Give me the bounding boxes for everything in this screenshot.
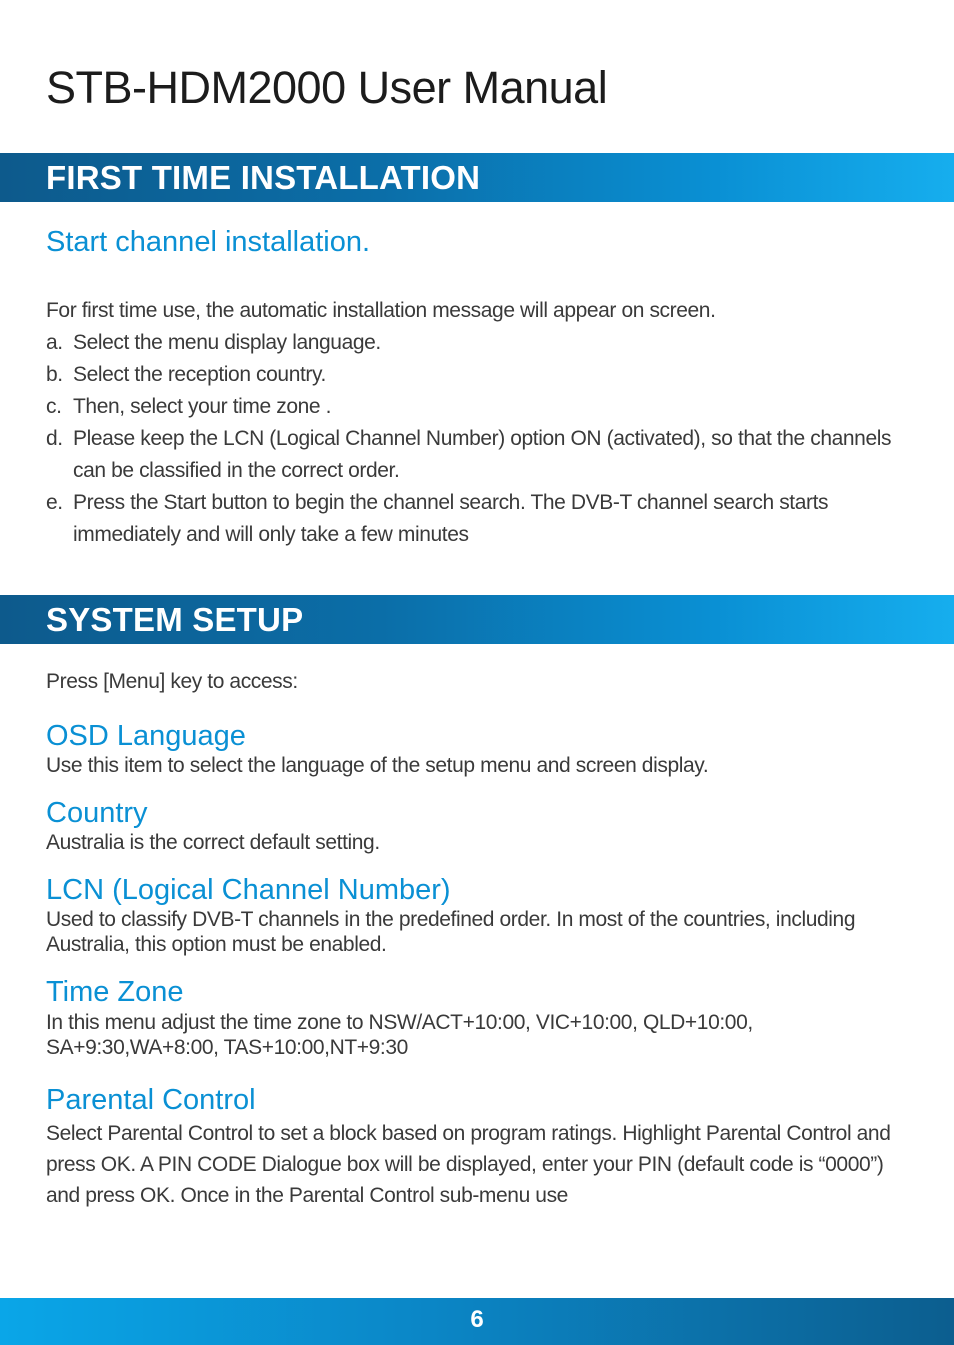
- page-number: 6: [470, 1306, 484, 1333]
- list-marker: b.: [46, 363, 63, 386]
- list-text: Then, select your time zone .: [73, 395, 332, 418]
- setting-title-time-zone: Time Zone: [46, 976, 184, 1008]
- list-text: Select the reception country.: [73, 363, 326, 386]
- list-item: [46, 423, 916, 487]
- section-heading: FIRST TIME INSTALLATION: [46, 159, 481, 196]
- setting-description: Australia is the correct default setting.: [46, 831, 380, 854]
- list-text: Please keep the LCN (Logical Channel Number) option ON (activated), so that the channels can be classified in the correct order.: [73, 427, 892, 482]
- system-setup-intro: Press [Menu] key to access:: [46, 670, 298, 693]
- installation-intro: For first time use, the automatic installation message will appear on screen.: [46, 299, 716, 322]
- list-text: Press the Start button to begin the channel search. The DVB-T channel search starts immediately and will only take a few minutes: [73, 491, 829, 546]
- list-item: [46, 391, 916, 423]
- subheading-start-channel-installation: Start channel installation.: [46, 226, 371, 258]
- list-marker: a.: [46, 331, 63, 354]
- page-footer: [0, 1298, 954, 1345]
- setting-description: Select Parental Control to set a block based on program ratings. Highlight Parental Control and press OK. A PIN CODE Dialogue box will be displayed, enter your PIN (default code is “0000”) and press OK. Once in the Parental Control sub-menu use: [46, 1122, 891, 1207]
- document-title: STB-HDM2000 User Manual: [46, 62, 608, 113]
- list-marker: c.: [46, 395, 62, 418]
- list-marker: d.: [46, 427, 63, 450]
- list-item: [46, 359, 916, 391]
- setting-description: Use this item to select the language of the setup menu and screen display.: [46, 754, 709, 777]
- section-heading: SYSTEM SETUP: [46, 601, 304, 638]
- setting-description: In this menu adjust the time zone to NSW/ACT+10:00, VIC+10:00, QLD+10:00, SA+9:30,WA+8:00, TAS+10:00,NT+9:30: [46, 1011, 753, 1059]
- section-banner-first-time-installation: [0, 153, 954, 202]
- setting-title-osd-language: OSD Language: [46, 720, 246, 752]
- section-banner-system-setup: [0, 595, 954, 644]
- list-text: Select the menu display language.: [73, 331, 381, 354]
- list-item: [46, 487, 916, 551]
- installation-steps: [46, 295, 916, 551]
- setting-title-country: Country: [46, 797, 148, 829]
- setting-description: Used to classify DVB-T channels in the predefined order. In most of the countries, including Australia, this option must be enabled.: [46, 908, 856, 956]
- setting-title-lcn: LCN (Logical Channel Number): [46, 874, 451, 906]
- list-item: [46, 327, 916, 359]
- list-marker: e.: [46, 491, 63, 514]
- setting-title-parental-control: Parental Control: [46, 1084, 256, 1116]
